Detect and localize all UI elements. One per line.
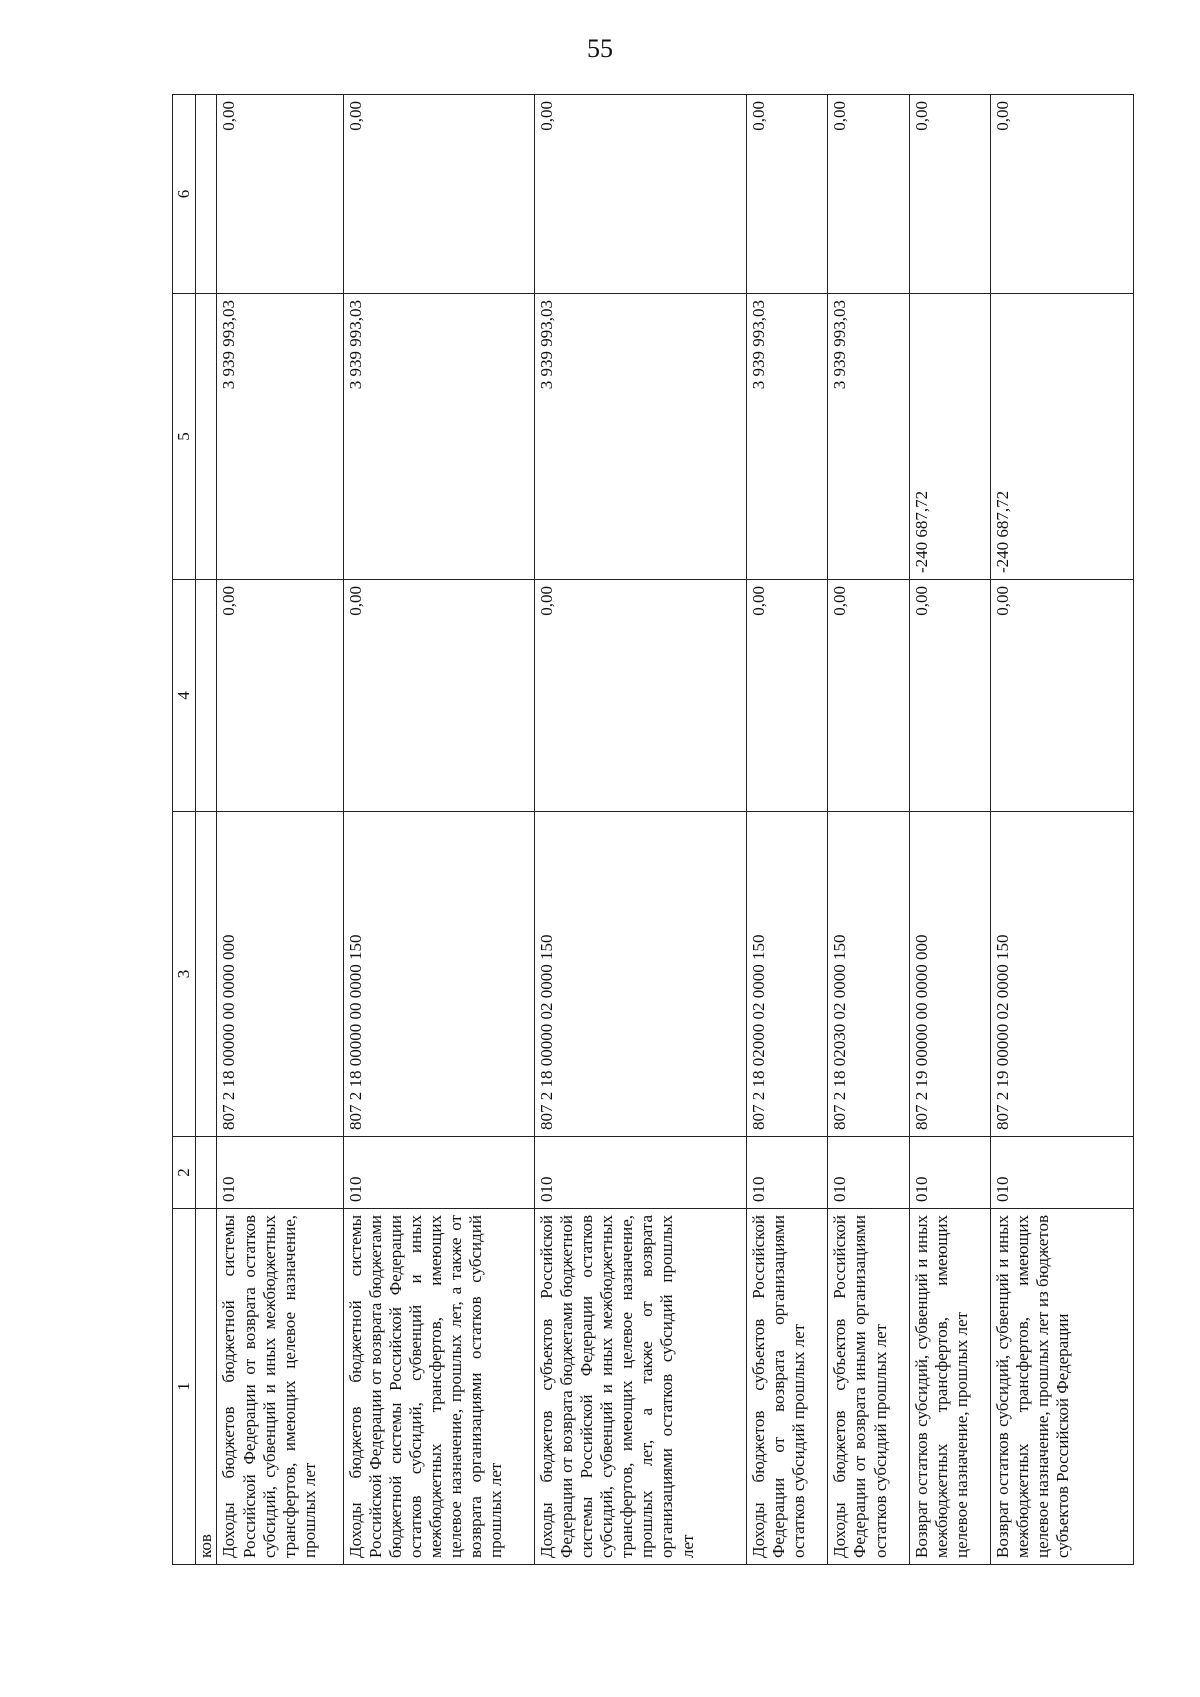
- row-col5-value: -240 687,72: [909, 294, 990, 580]
- row-col6-value: 0,00: [909, 95, 990, 294]
- empty-cell: [196, 294, 217, 580]
- table-row: [535, 95, 747, 1565]
- row-col6-value: 0,00: [217, 95, 343, 294]
- row-classification-code: 807 2 18 00000 02 0000 150: [535, 812, 747, 1137]
- row-col6-value: 0,00: [828, 95, 909, 294]
- empty-cell: [196, 580, 217, 812]
- row-col6-value: 0,00: [746, 95, 827, 294]
- row-description: Доходы бюджетов субъектов Российской Федерации от возврата организациями остатков субсидий прошлых лет: [746, 1209, 827, 1565]
- row-line-code: 010: [746, 1137, 827, 1209]
- row-classification-code: 807 2 18 02000 02 0000 150: [746, 812, 827, 1137]
- row-col4-value: 0,00: [535, 580, 747, 812]
- page-number: 55: [587, 34, 613, 63]
- row-classification-code: 807 2 19 00000 00 0000 000: [909, 812, 990, 1137]
- row-classification-code: 807 2 19 00000 02 0000 150: [991, 812, 1134, 1137]
- row-col6-value: 0,00: [991, 95, 1134, 294]
- row-col4-value: 0,00: [746, 580, 827, 812]
- row-col5-value: 3 939 993,03: [217, 294, 343, 580]
- header-col-3: 3: [173, 812, 196, 1137]
- row-classification-code: 807 2 18 02030 02 0000 150: [828, 812, 909, 1137]
- row-line-code: 010: [217, 1137, 343, 1209]
- row-description: Доходы бюджетов бюджетной системы Российской Федерации от возврата остатков субсидий, субвенций и иных межбюджетных трансфертов, имеющих целевое назначение, прошлых лет: [217, 1209, 343, 1565]
- row-description: Возврат остатков субсидий, субвенций и иных межбюджетных трансфертов, имеющих целевое назначение, прошлых лет: [909, 1209, 990, 1565]
- row-col4-value: 0,00: [909, 580, 990, 812]
- empty-cell: [196, 1137, 217, 1209]
- rotated-table-container: [172, 95, 1134, 1565]
- row-col5-value: 3 939 993,03: [535, 294, 747, 580]
- row-line-code: 010: [535, 1137, 747, 1209]
- row-classification-code: 807 2 18 00000 00 0000 000: [217, 812, 343, 1137]
- continuation-text: ков: [196, 1209, 217, 1565]
- table-row: [828, 95, 909, 1565]
- row-line-code: 010: [343, 1137, 534, 1209]
- row-col6-value: 0,00: [535, 95, 747, 294]
- header-col-2: 2: [173, 1137, 196, 1209]
- empty-cell: [196, 95, 217, 294]
- budget-table: [172, 94, 1134, 1565]
- table-row: [991, 95, 1134, 1565]
- row-description: Доходы бюджетов бюджетной системы Российской Федерации от возврата бюджетами бюджетной системы Российской Федерации остатков субсидий, субвенций и иных межбюджетных трансфертов, имеющих целевое назначение, прошлых лет, а также от возврата организациями остатков субсидий прошлых лет: [343, 1209, 534, 1565]
- row-col5-value: -240 687,72: [991, 294, 1134, 580]
- table-row: [746, 95, 827, 1565]
- row-description: Возврат остатков субсидий, субвенций и иных межбюджетных трансфертов, имеющих целевое назначение, прошлых лет из бюджетов субъектов Российской Федерации: [991, 1209, 1134, 1565]
- row-line-code: 010: [828, 1137, 909, 1209]
- row-line-code: 010: [909, 1137, 990, 1209]
- header-row: [173, 95, 196, 1565]
- header-col-6: 6: [173, 95, 196, 294]
- table-row: [343, 95, 534, 1565]
- row-col6-value: 0,00: [343, 95, 534, 294]
- row-col5-value: 3 939 993,03: [746, 294, 827, 580]
- row-classification-code: 807 2 18 00000 00 0000 150: [343, 812, 534, 1137]
- row-col5-value: 3 939 993,03: [828, 294, 909, 580]
- continuation-row: [196, 95, 217, 1565]
- header-col-5: 5: [173, 294, 196, 580]
- table-row: [909, 95, 990, 1565]
- empty-cell: [196, 812, 217, 1137]
- row-line-code: 010: [991, 1137, 1134, 1209]
- row-col4-value: 0,00: [828, 580, 909, 812]
- header-col-4: 4: [173, 580, 196, 812]
- row-col5-value: 3 939 993,03: [343, 294, 534, 580]
- row-description: Доходы бюджетов субъектов Российской Федерации от возврата иными организациями остатков субсидий прошлых лет: [828, 1209, 909, 1565]
- table-row: [217, 95, 343, 1565]
- row-col4-value: 0,00: [217, 580, 343, 812]
- row-col4-value: 0,00: [343, 580, 534, 812]
- header-col-1: 1: [173, 1209, 196, 1565]
- row-description: Доходы бюджетов субъектов Российской Федерации от возврата бюджетами бюджетной системы Российской Федерации остатков субсидий, субвенций и иных межбюджетных трансфертов, имеющих целевое назначение, прошлых лет, а также от возврата организациями остатков субсидий прошлых лет: [535, 1209, 747, 1565]
- row-col4-value: 0,00: [991, 580, 1134, 812]
